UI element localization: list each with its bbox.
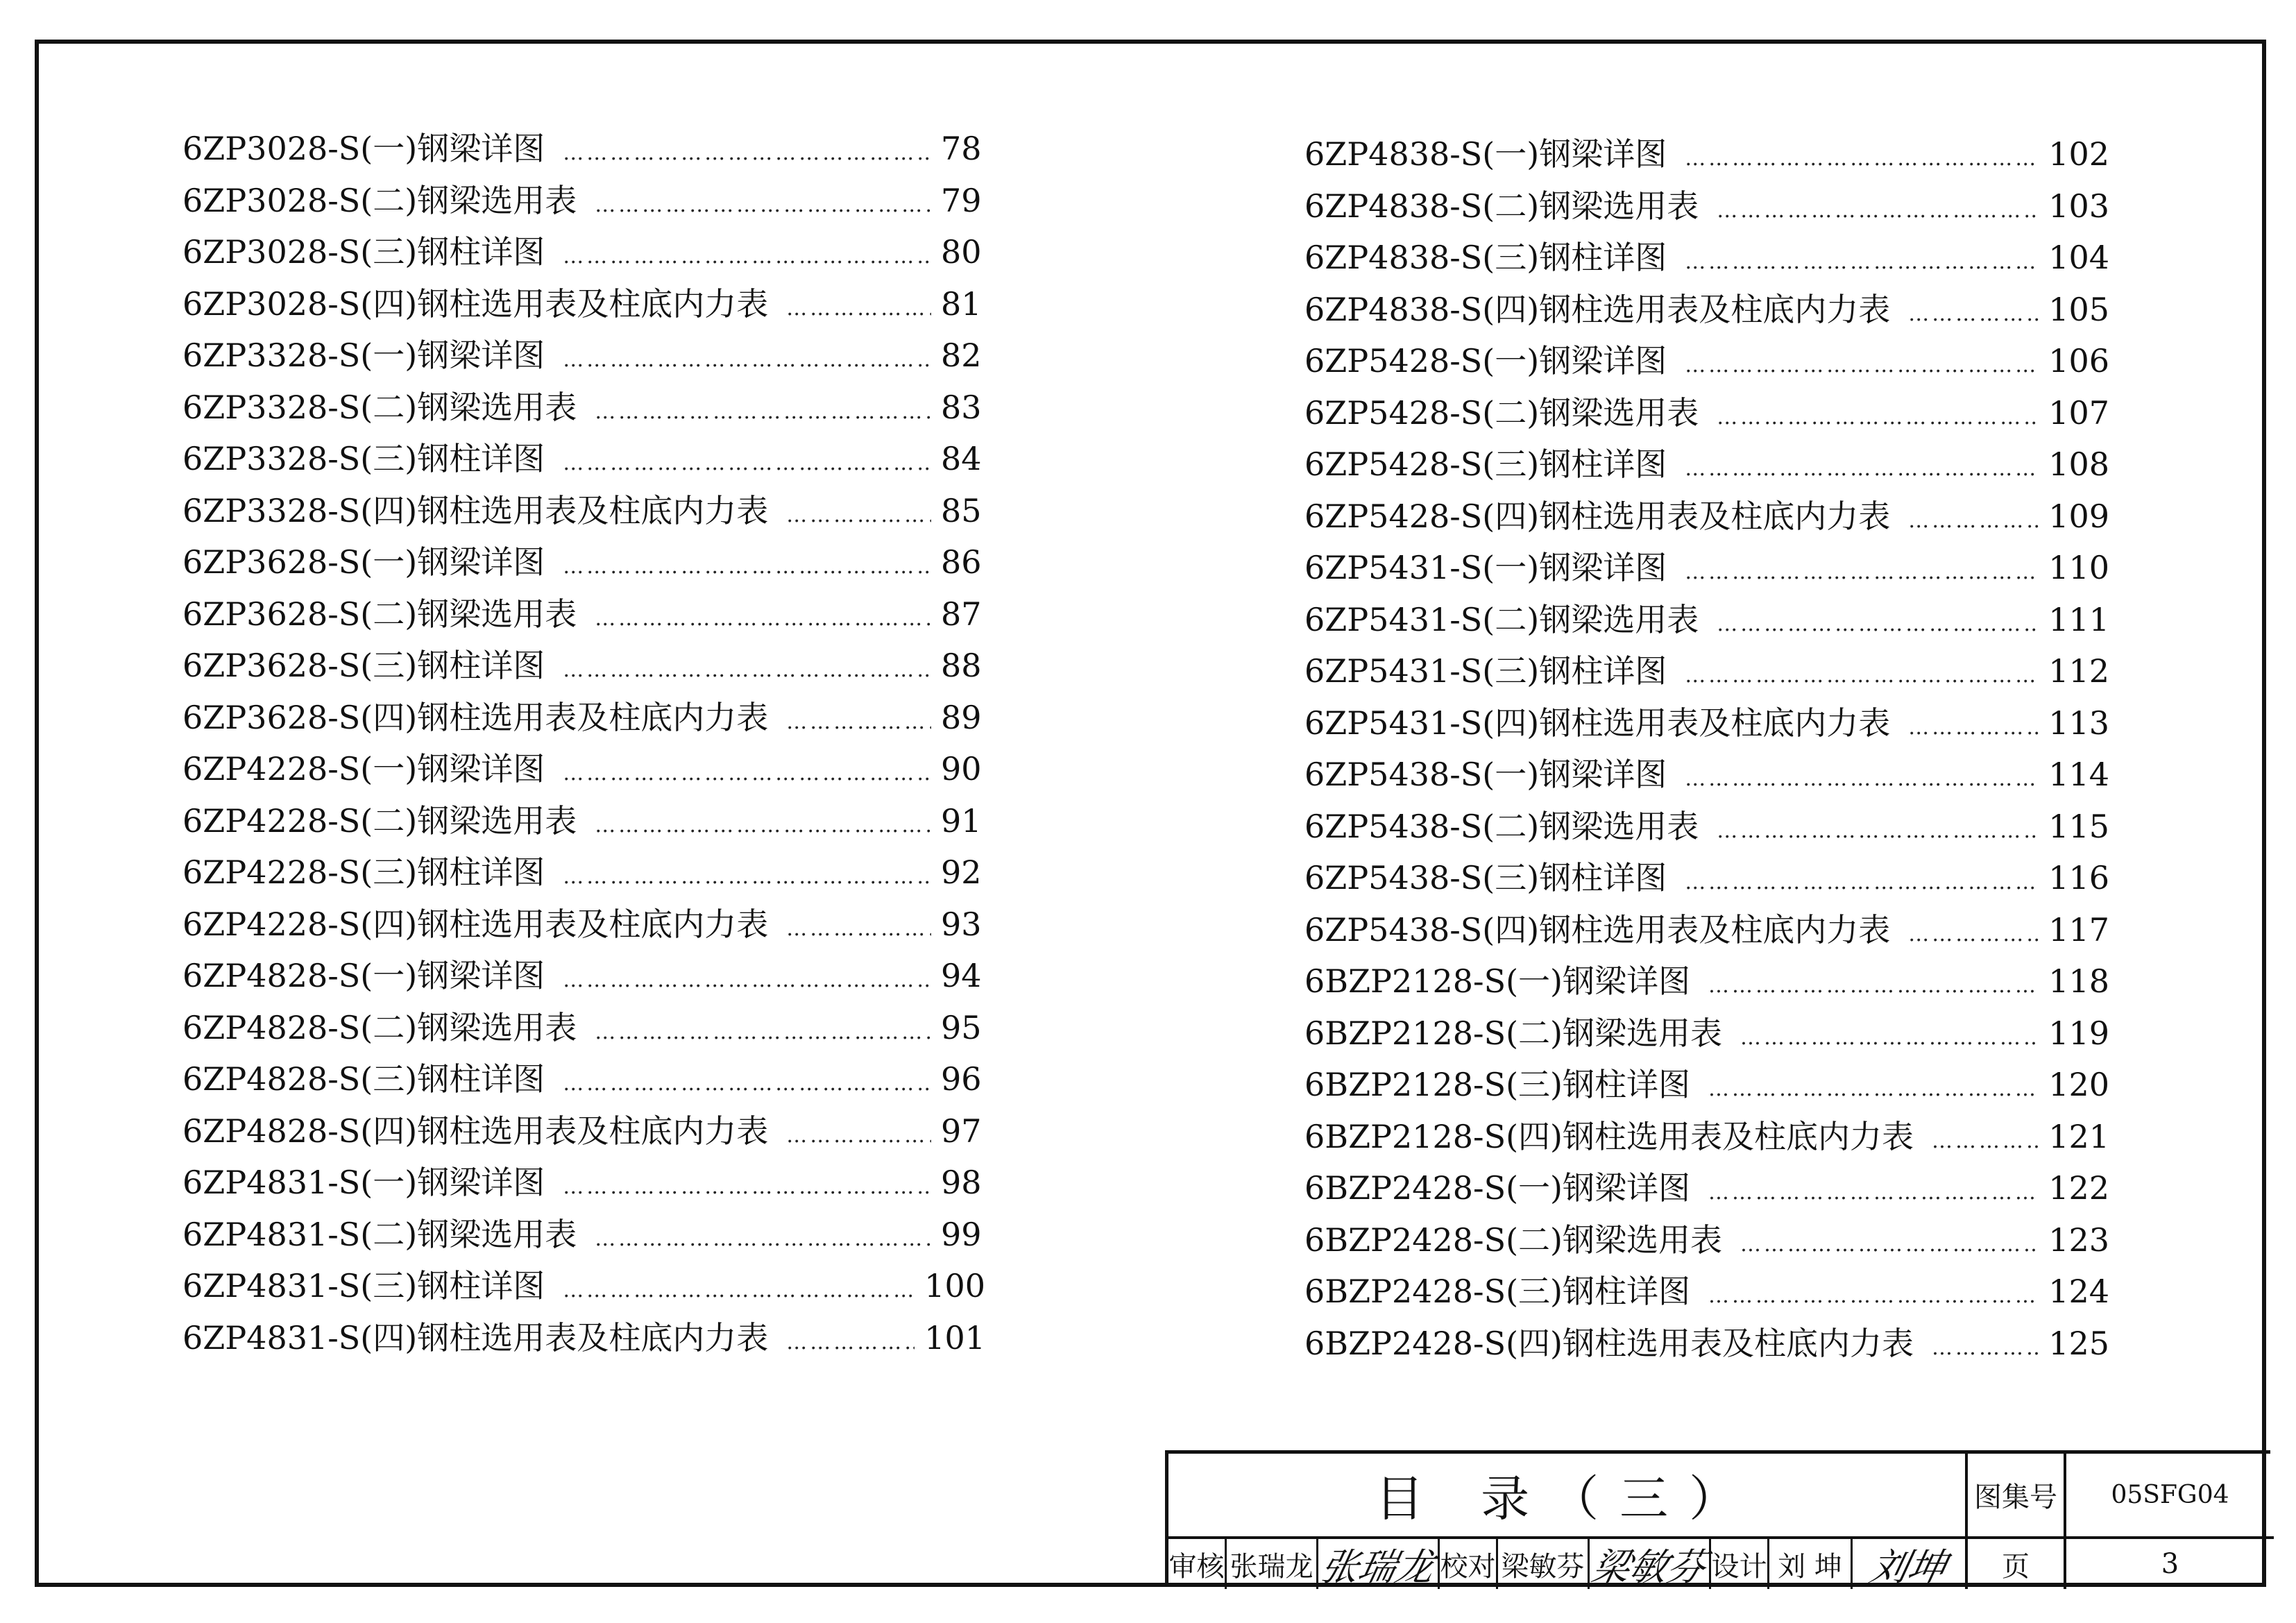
toc-entry-page: 121 [2048,1117,2109,1155]
toc-entry [182,692,985,745]
toc-entry-title: 6ZP4828-S(二)钢梁选用表 [182,1008,577,1046]
atlas-number: 05SFG04 [2066,1454,2274,1539]
designer-signature [1853,1539,1965,1589]
toc-entry-title: 6ZP5438-S(四)钢柱选用表及柱底内力表 [1304,910,1891,949]
toc-leader-dots [563,348,931,372]
toc-entry-title: 6ZP4831-S(四)钢柱选用表及柱底内力表 [182,1318,769,1357]
toc-leader-dots [595,813,931,838]
toc-leader-dots [595,193,931,217]
checker-name: 梁敏芬 [1498,1539,1590,1589]
page-label: 页 [1968,1539,2066,1589]
toc-entry-page: 83 [941,388,982,426]
reviewer-name: 张瑞龙 [1227,1539,1318,1589]
toc-entry [1304,1266,2109,1318]
toc-leader-dots [1685,870,2039,894]
toc-entry-page: 117 [2048,910,2109,949]
toc-entry [1304,905,2109,957]
toc-entry [1304,284,2109,337]
toc-entry-title: 6ZP3628-S(三)钢柱详图 [182,647,545,684]
toc-entry-page: 119 [2048,1014,2109,1052]
toc-entry [182,176,985,228]
toc-entry-title: 6ZP5428-S(三)钢柱详图 [1304,445,1667,483]
toc-entry-title: 6ZP4831-S(一)钢梁详图 [182,1164,545,1201]
toc-entry-title: 6BZP2428-S(四)钢柱选用表及柱底内力表 [1304,1324,1914,1362]
toc-entry-page: 90 [941,750,982,788]
toc-entry [182,382,985,434]
toc-leader-dots [1708,1180,2039,1205]
toc-entry [182,124,985,176]
toc-entry [1304,1163,2109,1215]
toc-leader-dots [563,865,931,889]
toc-entry-title: 6ZP5431-S(三)钢柱详图 [1304,652,1667,690]
toc-leader-dots [1740,1232,2039,1257]
toc-leader-dots [563,1278,915,1302]
toc-entry-page: 112 [2048,652,2109,690]
toc-entry-title: 6BZP2428-S(三)钢柱详图 [1304,1273,1690,1310]
check-label: 校对 [1440,1539,1498,1589]
toc-leader-dots [563,141,931,165]
toc-leader-dots [1685,250,2039,274]
toc-entry-page: 102 [2048,135,2109,173]
toc-leader-dots [563,1175,931,1199]
toc-entry-title: 6ZP4831-S(二)钢梁选用表 [182,1215,577,1253]
toc-entry-title: 6BZP2128-S(三)钢柱详图 [1304,1066,1690,1103]
toc-entry-page: 109 [2048,497,2109,535]
toc-entry-title: 6ZP5428-S(二)钢梁选用表 [1304,393,1699,432]
toc-entry-page: 107 [2048,393,2109,432]
toc-leader-dots [1908,302,2039,326]
toc-entry-title: 6BZP2128-S(四)钢柱选用表及柱底内力表 [1304,1117,1914,1155]
toc-entry [182,434,985,486]
toc-leader-dots [1685,457,2039,481]
toc-entry-title: 6ZP5431-S(四)钢柱选用表及柱底内力表 [1304,704,1891,742]
toc-leader-dots [786,1123,931,1148]
toc-entry-title: 6ZP4838-S(一)钢梁详图 [1304,135,1667,173]
toc-leader-dots [786,503,931,527]
toc-entry-title: 6ZP3328-S(三)钢柱详图 [182,440,545,477]
toc-entry [1304,853,2109,905]
toc-entry [182,1157,985,1209]
toc-entry-page: 98 [941,1164,982,1201]
toc-entry-page: 92 [941,853,982,891]
toc-leader-dots [1740,1026,2039,1050]
toc-entry [182,1261,985,1313]
toc-leader-dots [786,296,931,321]
toc-entry [182,744,985,796]
toc-leader-dots [1717,198,2039,223]
toc-entry [1304,749,2109,801]
toc-entry [182,227,985,279]
toc-entry-title: 6ZP3328-S(四)钢柱选用表及柱底内力表 [182,491,769,529]
toc-leader-dots [1685,353,2039,377]
toc-entry [1304,232,2109,284]
toc-entry [1304,801,2109,853]
toc-entry-page: 89 [941,698,982,736]
designer-signature-text: 刘坤 [1866,1545,1950,1589]
toc-entry [182,279,985,331]
toc-entry-title: 6ZP4838-S(三)钢柱详图 [1304,239,1667,276]
reviewer-signature [1318,1539,1440,1589]
toc-entry [1304,1060,2109,1112]
toc-entry-page: 85 [941,491,982,529]
toc-entry-title: 6ZP3628-S(二)钢梁选用表 [182,595,577,633]
toc-entry-page: 91 [941,801,982,840]
toc-leader-dots [595,400,931,424]
toc-leader-dots [1717,819,2039,843]
toc-entry [182,640,985,692]
toc-leader-dots [786,1330,915,1354]
toc-entry-title: 6ZP4228-S(二)钢梁选用表 [182,801,577,840]
toc-leader-dots [1685,767,2039,791]
toc-entry-title: 6ZP4838-S(二)钢梁选用表 [1304,187,1699,225]
toc-entry-title: 6ZP3328-S(二)钢梁选用表 [182,388,577,426]
toc-entry-page: 80 [941,233,982,271]
toc-entry-title: 6ZP5431-S(二)钢梁选用表 [1304,600,1699,638]
toc-leader-dots [595,1020,931,1044]
toc-leader-dots [1908,715,2039,740]
toc-leader-dots [1708,1284,2039,1308]
toc-entry-title: 6BZP2428-S(二)钢梁选用表 [1304,1221,1722,1259]
toc-entry-page: 124 [2048,1273,2109,1310]
toc-entry-title: 6BZP2128-S(一)钢梁详图 [1304,962,1690,1000]
toc-entry-page: 111 [2048,600,2109,638]
toc-entry [1304,439,2109,491]
toc-entry-title: 6ZP5428-S(四)钢柱选用表及柱底内力表 [1304,497,1891,535]
toc-entry-page: 81 [941,284,982,323]
toc-entry [1304,181,2109,233]
toc-entry-page: 116 [2048,859,2109,897]
toc-leader-dots [563,658,931,682]
toc-entry-page: 105 [2048,290,2109,328]
toc-entry-title: 6ZP4228-S(四)钢柱选用表及柱底内力表 [182,905,769,943]
toc-entry [182,899,985,951]
toc-entry [1304,1318,2109,1370]
toc-entry [182,589,985,641]
toc-entry-title: 6ZP4828-S(三)钢柱详图 [182,1060,545,1098]
toc-entry [182,1209,985,1261]
toc-entry-page: 94 [941,957,982,994]
toc-entry-page: 103 [2048,187,2109,225]
review-label: 审核 [1168,1539,1227,1589]
toc-entry [1304,1215,2109,1267]
toc-entry [1304,336,2109,388]
toc-entry-title: 6ZP4838-S(四)钢柱选用表及柱底内力表 [1304,290,1891,328]
toc-entry-title: 6ZP3028-S(一)钢梁详图 [182,130,545,167]
reviewer-signature-text: 张瑞龙 [1316,1545,1438,1589]
toc-entry-title: 6ZP4228-S(三)钢柱详图 [182,853,545,891]
toc-leader-dots [595,606,931,631]
toc-entry [182,1313,985,1365]
toc-entry-title: 6ZP5428-S(一)钢梁详图 [1304,342,1667,380]
checker-signature-text: 梁敏芬 [1588,1545,1710,1589]
toc-entry-title: 6BZP2428-S(一)钢梁详图 [1304,1169,1690,1207]
atlas-number-label: 图集号 [1968,1454,2066,1539]
toc-entry-page: 123 [2048,1221,2109,1259]
toc-leader-dots [1908,922,2039,946]
signature-row [1168,1539,1968,1589]
toc-leader-dots [563,451,931,475]
toc-entry [1304,1008,2109,1060]
toc-entry-title: 6ZP4228-S(一)钢梁详图 [182,750,545,788]
toc-entry-page: 95 [941,1008,982,1046]
toc-entry [1304,491,2109,543]
toc-entry-title: 6ZP4831-S(三)钢柱详图 [182,1267,545,1305]
toc-entry-title: 6ZP3628-S(四)钢柱选用表及柱底内力表 [182,698,769,736]
toc-entry-page: 106 [2048,342,2109,380]
toc-entry-page: 88 [941,647,982,684]
toc-entry-page: 125 [2048,1324,2109,1362]
toc-entry [182,1003,985,1055]
toc-entry-title: 6ZP3028-S(二)钢梁选用表 [182,181,577,219]
toc-entry [1304,646,2109,698]
toc-entry-page: 99 [941,1215,982,1253]
toc-leader-dots [563,244,931,269]
toc-entry [182,951,985,1003]
toc-leader-dots [1932,1129,2039,1153]
toc-entry [1304,1112,2109,1164]
toc-entry-title: 6ZP4828-S(四)钢柱选用表及柱底内力表 [182,1112,769,1150]
toc-entry-title: 6ZP5438-S(二)钢梁选用表 [1304,807,1699,845]
toc-entry-title: 6ZP4828-S(一)钢梁详图 [182,957,545,994]
toc-leader-dots [563,968,931,992]
toc-leader-dots [563,761,931,785]
toc-entry-title: 6ZP5438-S(一)钢梁详图 [1304,756,1667,793]
toc-entry-page: 97 [941,1112,982,1150]
toc-entry-page: 84 [941,440,982,477]
toc-entry-title: 6ZP3628-S(一)钢梁详图 [182,543,545,581]
title-block [1165,1450,2270,1589]
toc-entry [182,847,985,899]
toc-leader-dots [1685,146,2039,171]
toc-leader-dots [1708,974,2039,998]
toc-entry-page: 78 [941,130,982,167]
toc-leader-dots [1932,1336,2039,1360]
sheet-title: 目 录（三） [1168,1454,1968,1539]
toc-entry-page: 108 [2048,445,2109,483]
toc-leader-dots [786,710,931,734]
toc-entry-page: 82 [941,337,982,374]
toc-leader-dots [563,1071,931,1096]
toc-left-column [182,124,985,1364]
toc-entry [1304,956,2109,1008]
toc-entry-page: 104 [2048,239,2109,276]
toc-entry [182,486,985,538]
toc-entry-page: 101 [924,1318,985,1357]
toc-entry [182,1054,985,1106]
toc-entry [1304,698,2109,750]
toc-entry [182,330,985,382]
toc-entry-page: 86 [941,543,982,581]
toc-entry-title: 6BZP2128-S(二)钢梁选用表 [1304,1014,1722,1052]
checker-signature [1590,1539,1711,1589]
toc-entry-page: 120 [2048,1066,2109,1103]
toc-entry-page: 87 [941,595,982,633]
toc-entry-page: 100 [924,1267,985,1305]
toc-entry [1304,543,2109,595]
page-number: 3 [2161,1548,2179,1580]
toc-entry-title: 6ZP3028-S(四)钢柱选用表及柱底内力表 [182,284,769,323]
toc-leader-dots [786,917,931,941]
toc-entry-page: 96 [941,1060,982,1098]
toc-right-column [1304,129,2109,1370]
toc-entry [182,537,985,589]
toc-entry-title: 6ZP5431-S(一)钢梁详图 [1304,549,1667,586]
toc-leader-dots [1908,509,2039,533]
toc-entry [182,796,985,848]
toc-leader-dots [1717,612,2039,636]
toc-entry-page: 122 [2048,1169,2109,1207]
designer-name: 刘 坤 [1769,1539,1853,1589]
design-label: 设计 [1711,1539,1769,1589]
toc-leader-dots [1708,1077,2039,1101]
toc-entry-page: 113 [2048,704,2109,742]
toc-entry-page: 79 [941,181,982,219]
toc-leader-dots [1717,405,2039,430]
toc-leader-dots [1685,663,2039,688]
toc-entry-page: 110 [2048,549,2109,586]
toc-entry-title: 6ZP5438-S(三)钢柱详图 [1304,859,1667,897]
toc-entry-title: 6ZP3028-S(三)钢柱详图 [182,233,545,271]
toc-leader-dots [1685,560,2039,584]
toc-entry [1304,388,2109,440]
toc-entry-page: 114 [2048,756,2109,793]
toc-entry [1304,595,2109,647]
toc-leader-dots [595,1227,931,1251]
toc-entry-page: 93 [941,905,982,943]
toc-entry-title: 6ZP3328-S(一)钢梁详图 [182,337,545,374]
toc-entry-page: 115 [2048,807,2109,845]
toc-entry [182,1106,985,1158]
toc-entry [1304,129,2109,181]
toc-leader-dots [563,554,931,579]
toc-entry-page: 118 [2048,962,2109,1000]
